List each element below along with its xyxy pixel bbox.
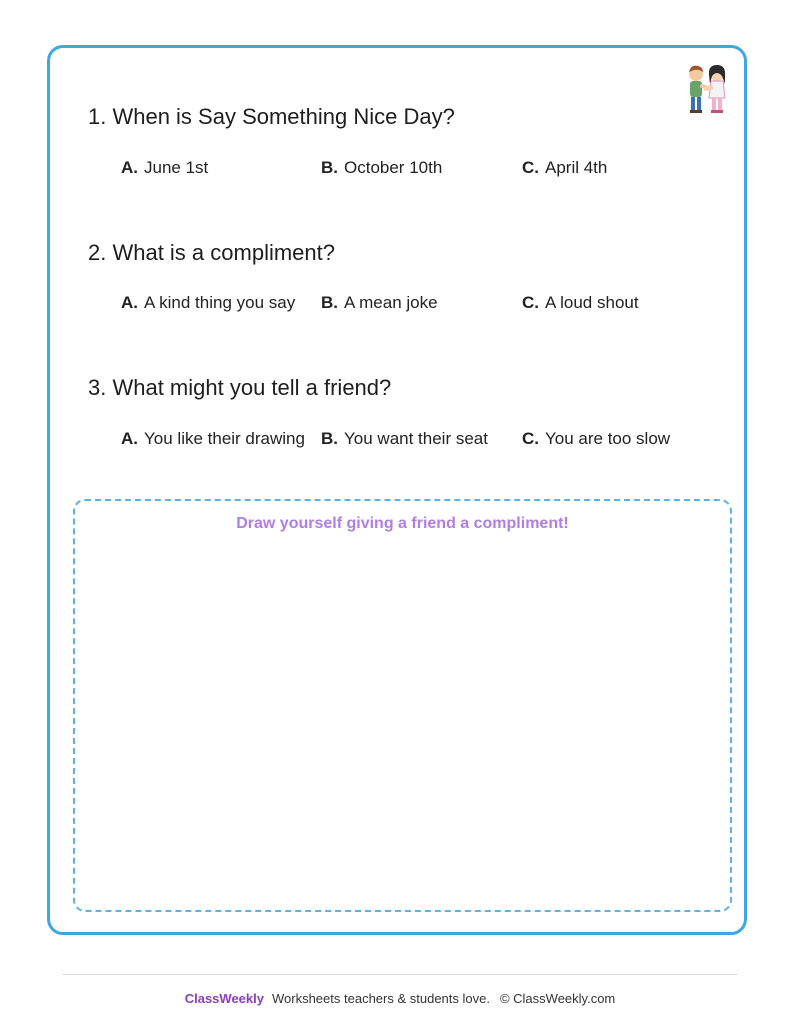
question-3: 3. What might you tell a friend? xyxy=(88,375,392,400)
option-letter: C. xyxy=(522,429,539,448)
drawing-prompt: Draw yourself giving a friend a compliment! xyxy=(236,515,569,532)
question-1: 1. When is Say Something Nice Day? xyxy=(88,104,455,129)
question-3-option-a[interactable] xyxy=(121,429,305,449)
option-text: April 4th xyxy=(545,158,608,177)
question-3-option-c[interactable] xyxy=(522,429,670,449)
option-text: You like their drawing xyxy=(144,429,305,448)
footer-tagline: Worksheets teachers & students love. xyxy=(271,991,490,1006)
option-letter: C. xyxy=(522,293,539,312)
footer-divider xyxy=(62,974,738,975)
two-friends-handshake-icon xyxy=(682,62,732,116)
question-3-option-b[interactable] xyxy=(321,429,488,449)
option-text: June 1st xyxy=(144,158,209,177)
option-text: You want their seat xyxy=(344,429,488,448)
option-letter: A. xyxy=(121,429,138,448)
option-text: You are too slow xyxy=(545,429,671,448)
option-text: A loud shout xyxy=(545,293,639,312)
footer-brand: ClassWeekly xyxy=(184,991,264,1006)
footer-copyright: © ClassWeekly.com xyxy=(499,991,616,1006)
option-text: A mean joke xyxy=(344,293,438,312)
footer xyxy=(0,991,800,1006)
option-text: A kind thing you say xyxy=(144,293,296,312)
option-letter: B. xyxy=(321,429,338,448)
question-2: 2. What is a compliment? xyxy=(88,240,335,265)
question-1-option-b[interactable] xyxy=(321,158,442,178)
question-2-option-c[interactable] xyxy=(522,293,639,313)
option-letter: B. xyxy=(321,158,338,177)
question-1-option-c[interactable] xyxy=(522,158,607,178)
question-2-option-b[interactable] xyxy=(321,293,438,313)
question-1-option-a[interactable] xyxy=(121,158,208,178)
drawing-area[interactable] xyxy=(73,499,732,912)
option-letter: A. xyxy=(121,293,138,312)
option-letter: B. xyxy=(321,293,338,312)
option-letter: C. xyxy=(522,158,539,177)
question-2-option-a[interactable] xyxy=(121,293,295,313)
option-letter: A. xyxy=(121,158,138,177)
option-text: October 10th xyxy=(344,158,443,177)
